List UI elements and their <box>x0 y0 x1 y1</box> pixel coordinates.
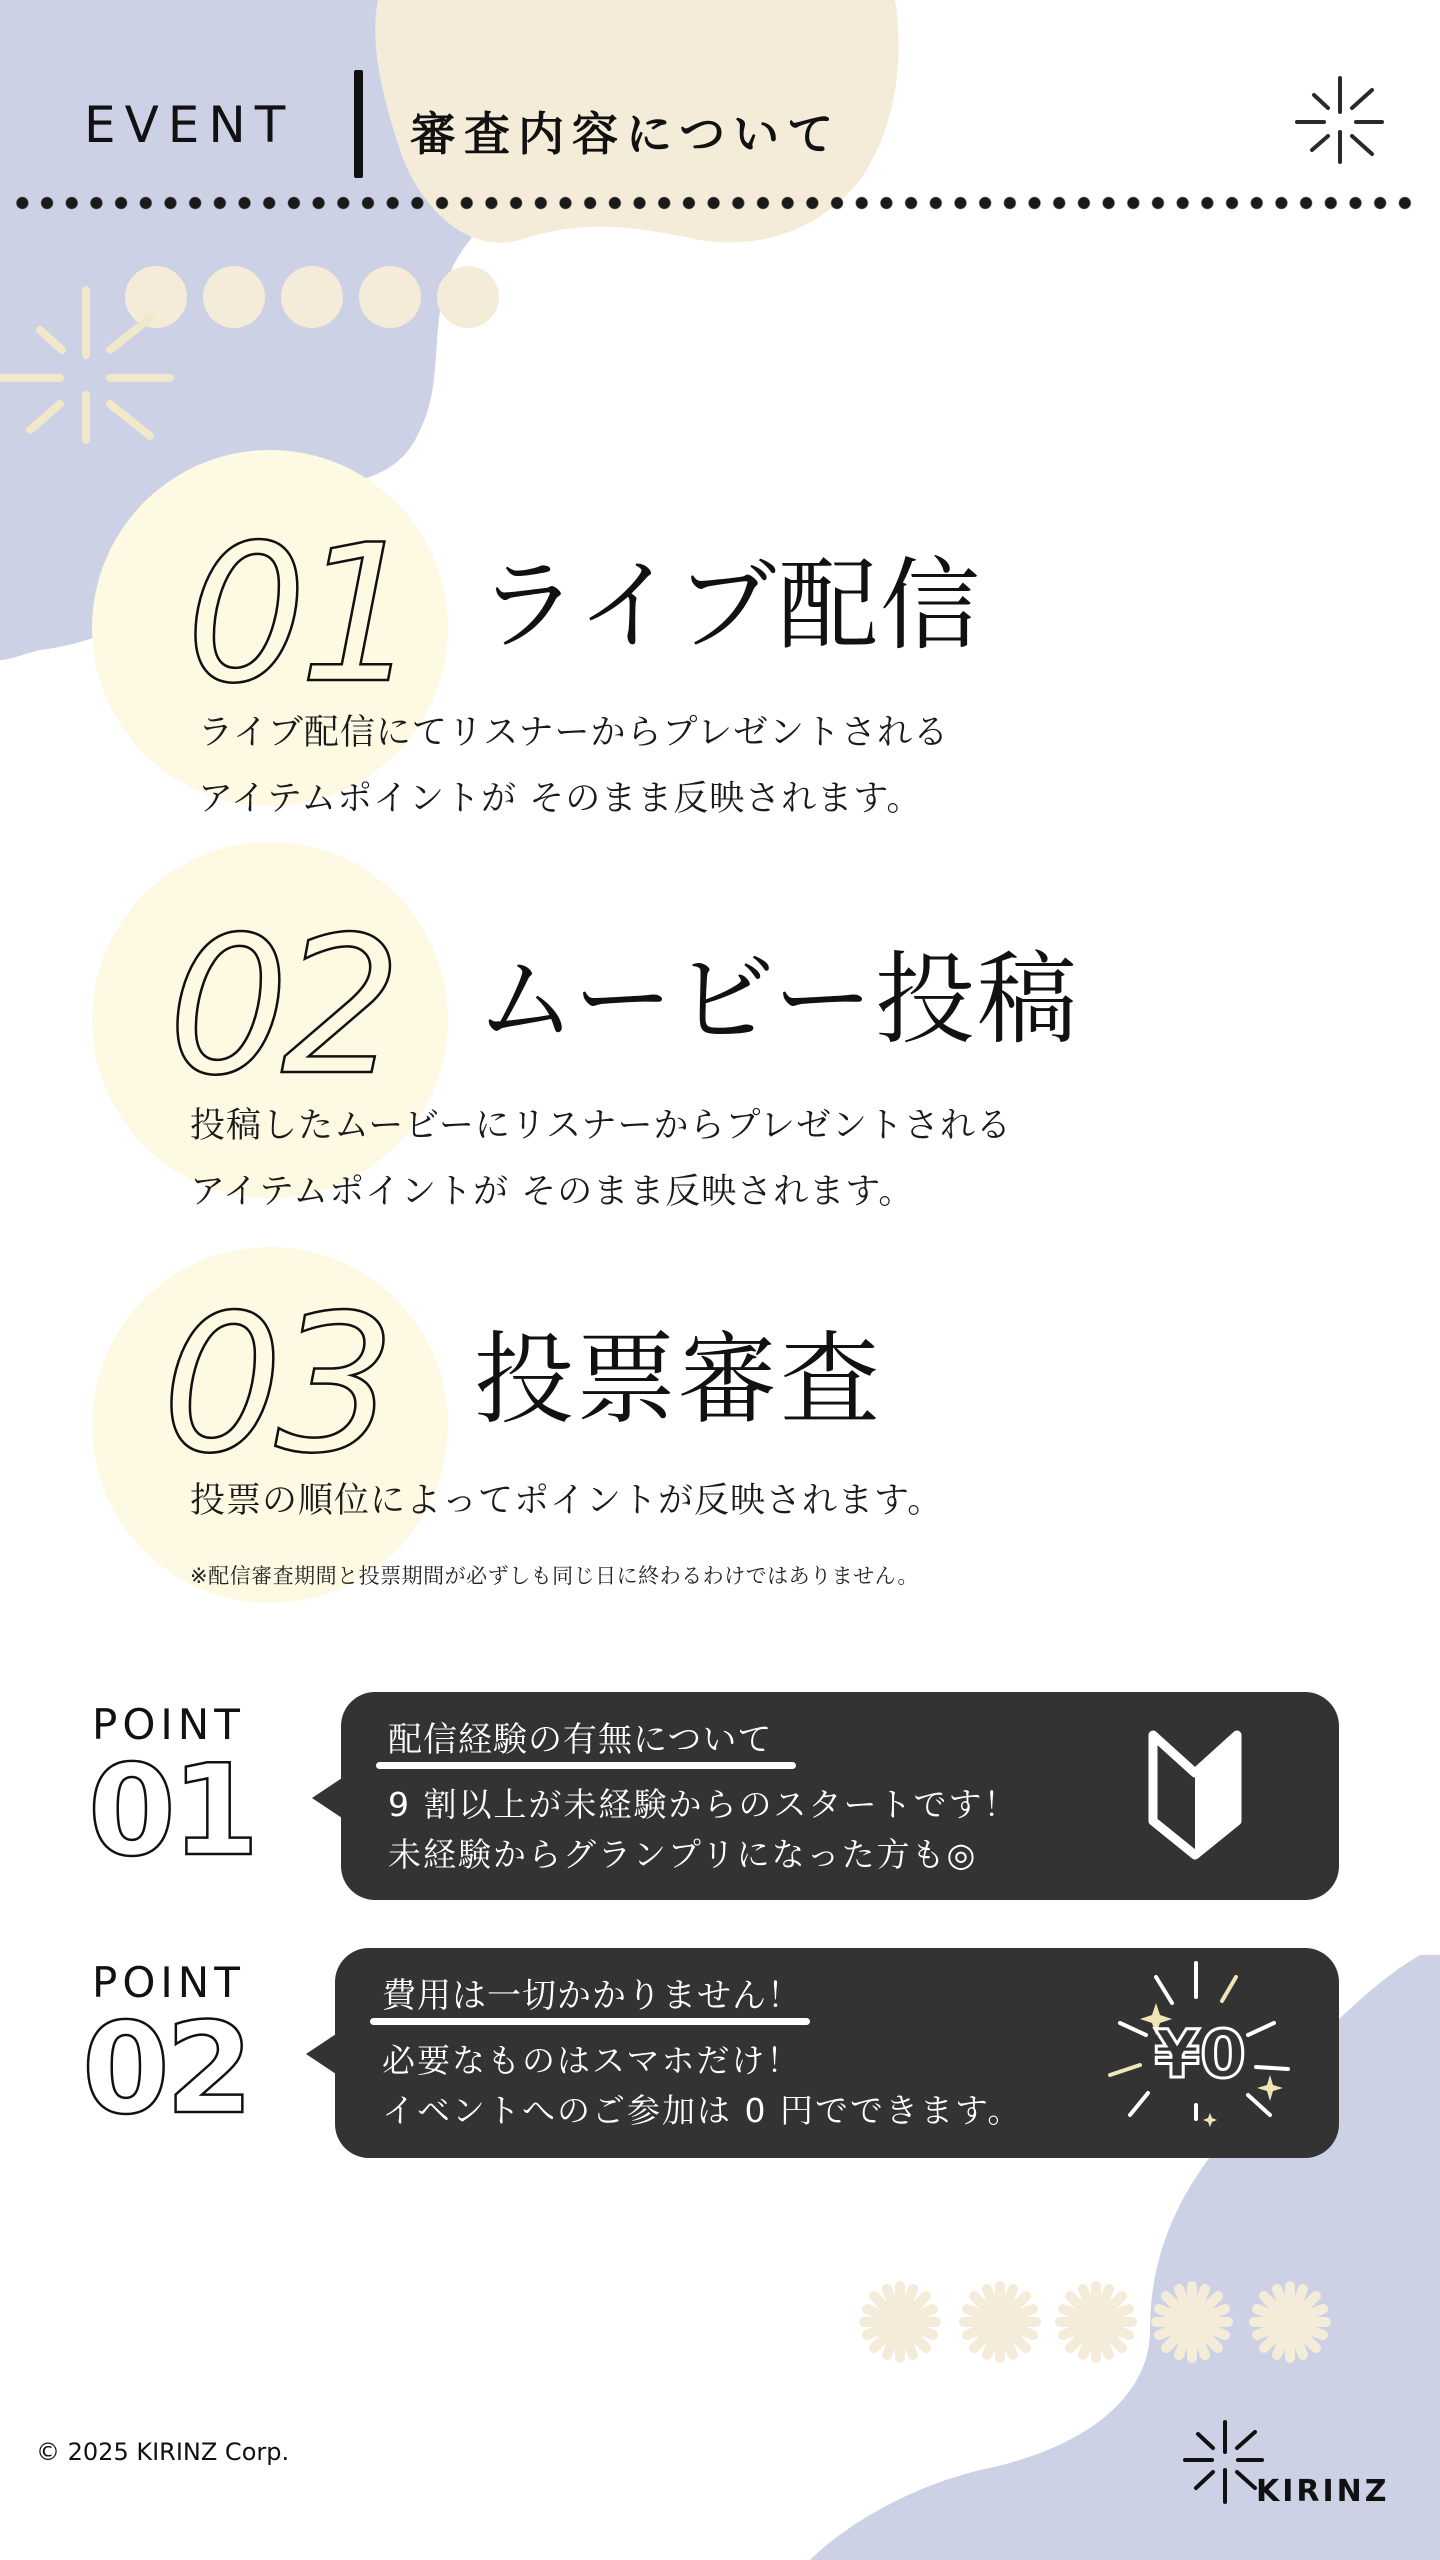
bubble-tail-01 <box>312 1778 342 1818</box>
zero-yen-text: ¥0 <box>1154 2016 1246 2093</box>
point-number-01: 01 <box>88 1737 256 1884</box>
brand-logo-text: KIRINZ <box>1256 2474 1390 2509</box>
point-label-02: POINT <box>92 1958 245 2007</box>
section-desc-02 <box>190 1093 1012 1225</box>
beginner-mark-icon <box>1145 1725 1255 1865</box>
section-desc-01-line1: ライブ配信にてリスナーからプレゼントされる <box>198 713 950 753</box>
page-title: 審査内容について <box>410 107 842 161</box>
point-body-02-line2: イベントへのご参加は 0 円でできます。 <box>382 2091 1023 2130</box>
heading-underline-01 <box>376 1762 796 1769</box>
header-divider <box>354 70 363 178</box>
sparkle-top-right <box>1297 78 1382 162</box>
section-desc-02-line2: アイテムポイントが そのまま反映されます。 <box>190 1172 915 1212</box>
point-body-02 <box>382 2036 1022 2136</box>
section-desc-02-line1: 投稿したムービーにリスナーからプレゼントされる <box>190 1106 1013 1146</box>
point-heading-02: 費用は一切かかりません！ <box>382 1976 802 2016</box>
section-title-02: ムービー投稿 <box>476 941 1079 1058</box>
point-body-02-line1: 必要なものはスマホだけ！ <box>382 2041 802 2080</box>
section-desc-03: 投票の順位によってポイントが反映されます。 <box>190 1481 944 1521</box>
point-body-01-line2: 未経験からグランプリになった方も◎ <box>388 1835 978 1874</box>
heading-underline-02 <box>370 2018 810 2025</box>
section-number-01: 01 <box>186 504 412 725</box>
zero-yen-icon <box>1090 1955 1310 2145</box>
point-heading-01: 配信経験の有無について <box>388 1720 773 1760</box>
point-body-01 <box>388 1780 1019 1880</box>
section-number-02: 02 <box>168 896 394 1117</box>
section-desc-01 <box>198 700 949 832</box>
bubble-tail-02 <box>306 2034 336 2074</box>
point-number-02: 02 <box>82 1995 250 2142</box>
copyright: © 2025 KIRINZ Corp. <box>36 2438 290 2466</box>
event-label: EVENT <box>84 96 295 154</box>
point-body-01-line1: 9 割以上が未経験からのスタートです！ <box>388 1785 1019 1824</box>
dotted-divider <box>10 196 1415 210</box>
point-label-01: POINT <box>92 1700 245 1749</box>
section-note-03: ※配信審査期間と投票期間が必ずしも同じ日に終わるわけではありません。 <box>190 1564 919 1588</box>
section-title-01: ライブ配信 <box>478 547 982 664</box>
section-number-03: 03 <box>162 1274 388 1495</box>
section-desc-01-line2: アイテムポイントが そのまま反映されます。 <box>198 779 923 819</box>
section-title-03: 投票審査 <box>474 1321 882 1438</box>
